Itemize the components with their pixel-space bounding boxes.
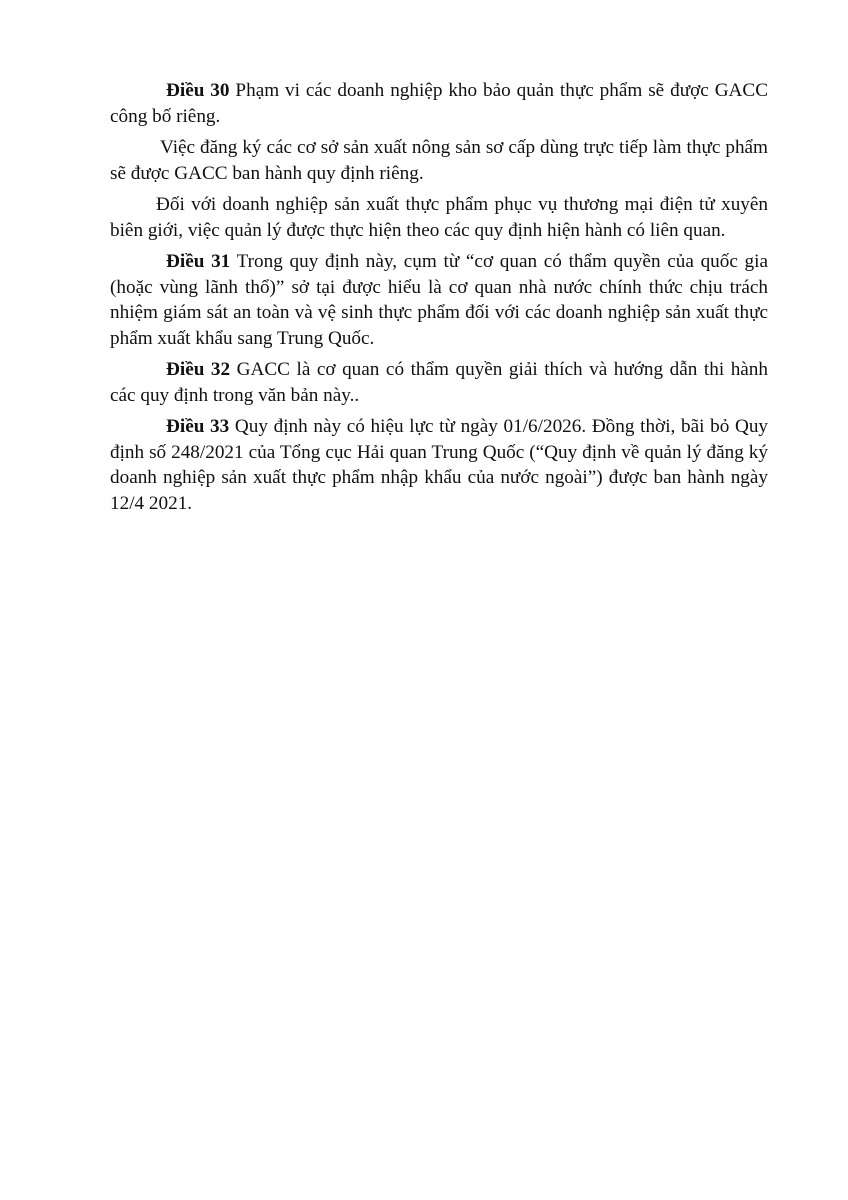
article-32-label: Điều 32: [166, 359, 231, 380]
article-30-paragraph: [110, 78, 768, 129]
article-31-label: Điều 31: [166, 251, 231, 272]
registration-paragraph: [110, 135, 768, 186]
article-32-paragraph: [110, 357, 768, 408]
article-30-text: Phạm vi các doanh nghiệp kho bảo quản thực phẩm sẽ được GACC công bố riêng.: [110, 80, 769, 127]
article-32-text: GACC là cơ quan có thẩm quyền giải thích và hướng dẫn thi hành các quy định trong văn bản này..: [110, 359, 768, 406]
article-33-label: Điều 33: [166, 416, 230, 437]
registration-text: Việc đăng ký các cơ sở sản xuất nông sản sơ cấp dùng trực tiếp làm thực phẩm sẽ được GACC ban hành quy định riêng.: [110, 137, 768, 184]
article-33-text: Quy định này có hiệu lực từ ngày 01/6/2026. Đồng thời, bãi bỏ Quy định số 248/2021 của Tổng cục Hải quan Trung Quốc (“Quy định về quản lý đăng ký doanh nghiệp sản xuất thực phẩm nhập khẩu của nước ngoài”) được ban hành ngày 12/4 2021.: [110, 416, 769, 514]
article-31-paragraph: [110, 249, 768, 351]
document-body: [110, 78, 768, 522]
article-30-label: Điều 30: [166, 80, 230, 101]
ecommerce-text: Đối với doanh nghiệp sản xuất thực phẩm phục vụ thương mại điện tử xuyên biên giới, việc quản lý được thực hiện theo các quy định hiện hành có liên quan.: [110, 194, 768, 241]
article-31-text: Trong quy định này, cụm từ “cơ quan có thẩm quyền của quốc gia (hoặc vùng lãnh thổ)” sở tại được hiểu là cơ quan nhà nước chính thức chịu trách nhiệm giám sát an toàn và vệ sinh thực phẩm đối với các doanh nghiệp sản xuất thực phẩm xuất khẩu sang Trung Quốc.: [110, 251, 768, 349]
ecommerce-paragraph: [110, 192, 768, 243]
article-33-paragraph: [110, 414, 768, 516]
